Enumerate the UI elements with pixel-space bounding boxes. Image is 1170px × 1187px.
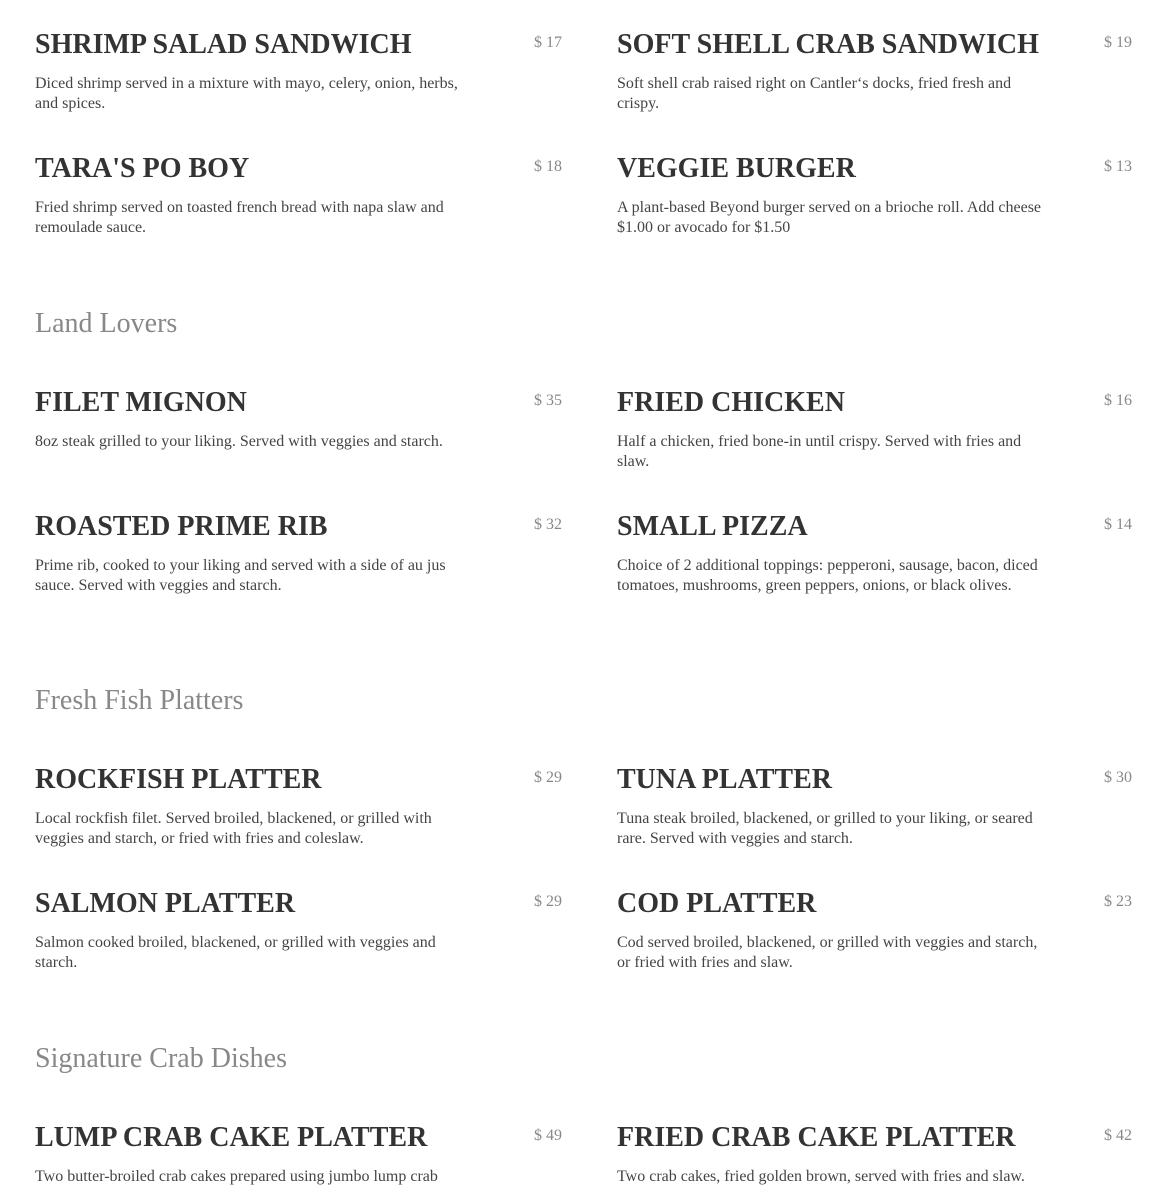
item-price: $ 42 (1104, 1127, 1132, 1144)
section-title: Land Lovers (35, 308, 178, 339)
item-description: Prime rib, cooked to your liking and served with a side of au jus sauce. Served with veggies and starch. (35, 557, 446, 594)
menu-item (617, 513, 1047, 596)
item-name: TUNA PLATTER (617, 764, 832, 795)
item-name: SALMON PLATTER (35, 888, 296, 919)
item-name: ROASTED PRIME RIB (35, 511, 328, 542)
item-price: $ 30 (1104, 769, 1132, 786)
menu-item (35, 890, 465, 973)
item-price: $ 29 (534, 769, 562, 786)
menu-item (617, 766, 1047, 849)
item-price: $ 18 (534, 158, 562, 175)
menu-item (35, 389, 465, 452)
item-description: Half a chicken, fried bone-in until crispy. Served with fries and slaw. (617, 433, 1022, 470)
item-price: $ 19 (1104, 34, 1132, 51)
item-name: COD PLATTER (617, 888, 817, 919)
item-description: Diced shrimp served in a mixture with mayo, celery, onion, herbs, and spices. (35, 75, 458, 112)
item-name: FRIED CHICKEN (617, 387, 845, 418)
item-description: Salmon cooked broiled, blackened, or grilled with veggies and starch. (35, 934, 436, 971)
item-description: 8oz steak grilled to your liking. Served with veggies and starch. (35, 433, 443, 450)
section-title: Signature Crab Dishes (35, 1043, 287, 1074)
item-price: $ 49 (534, 1127, 562, 1144)
item-description: Fried shrimp served on toasted french bread with napa slaw and remoulade sauce. (35, 199, 444, 236)
menu-item (617, 31, 1047, 114)
item-name: FILET MIGNON (35, 387, 247, 418)
menu-item (617, 155, 1047, 238)
item-name: VEGGIE BURGER (617, 153, 856, 184)
item-name: SMALL PIZZA (617, 511, 808, 542)
item-description: Two crab cakes, fried golden brown, served with fries and slaw. (617, 1168, 1025, 1185)
menu-item (617, 890, 1047, 973)
item-description: Tuna steak broiled, blackened, or grilled to your liking, or seared rare. Served with veggies and starch. (617, 810, 1033, 847)
item-price: $ 32 (534, 516, 562, 533)
item-price: $ 35 (534, 392, 562, 409)
item-price: $ 16 (1104, 392, 1132, 409)
item-price: $ 14 (1104, 516, 1132, 533)
item-description: Local rockfish filet. Served broiled, blackened, or grilled with veggies and starch, or fried with fries and coleslaw. (35, 810, 432, 847)
menu-item (617, 1124, 1077, 1187)
item-description: Cod served broiled, blackened, or grilled with veggies and starch, or fried with fries and slaw. (617, 934, 1038, 971)
menu-item (35, 766, 465, 849)
item-name: SOFT SHELL CRAB SANDWICH (617, 29, 1039, 60)
item-price: $ 17 (534, 34, 562, 51)
item-description: Soft shell crab raised right on Cantler‘s docks, fried fresh and crispy. (617, 75, 1012, 112)
item-name: ROCKFISH PLATTER (35, 764, 322, 795)
menu-item (617, 389, 1047, 472)
item-name: FRIED CRAB CAKE PLATTER (617, 1122, 1016, 1153)
item-name: TARA'S PO BOY (35, 153, 250, 184)
item-name: SHRIMP SALAD SANDWICH (35, 29, 412, 60)
item-description: Two butter-broiled crab cakes prepared using jumbo lump crab (35, 1168, 438, 1185)
menu-item (35, 155, 465, 238)
menu-item (35, 1124, 465, 1187)
menu-item (35, 31, 465, 114)
menu-item (35, 513, 465, 596)
item-price: $ 29 (534, 893, 562, 910)
item-name: LUMP CRAB CAKE PLATTER (35, 1122, 428, 1153)
item-description: Choice of 2 additional toppings: pepperoni, sausage, bacon, diced tomatoes, mushrooms, green peppers, onions, or black olives. (617, 557, 1038, 594)
section-title: Fresh Fish Platters (35, 685, 244, 716)
item-description: A plant-based Beyond burger served on a brioche roll. Add cheese $1.00 or avocado for $1.50 (617, 199, 1042, 236)
item-price: $ 23 (1104, 893, 1132, 910)
item-price: $ 13 (1104, 158, 1132, 175)
